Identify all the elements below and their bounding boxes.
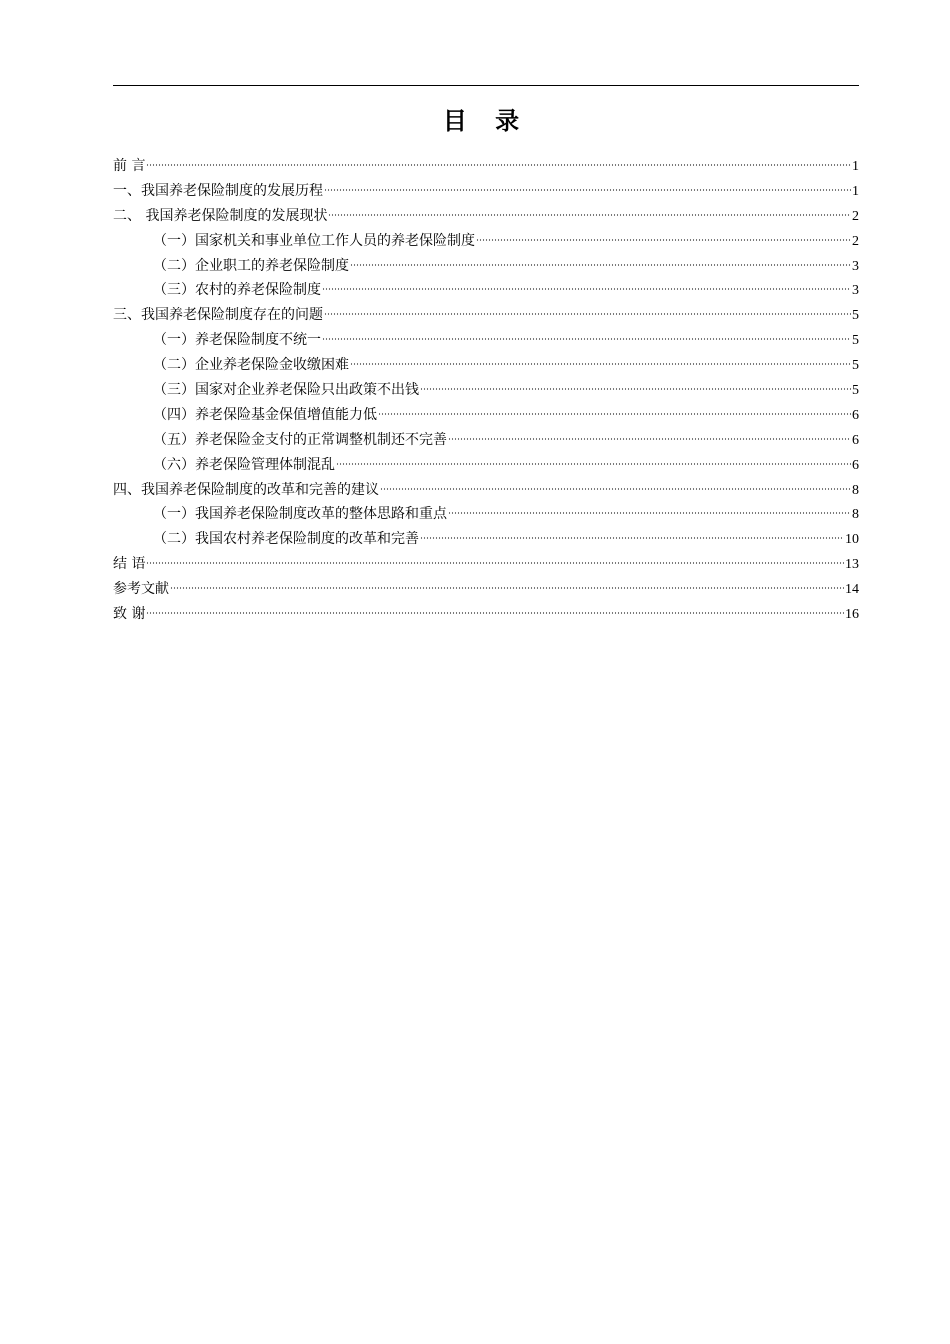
- toc-entry[interactable]: [113, 453, 859, 478]
- toc-entry-text: （三）农村的养老保险制度: [153, 282, 321, 299]
- page-title: 目 录: [442, 107, 530, 135]
- toc-entry[interactable]: [113, 254, 859, 279]
- toc-entry[interactable]: [113, 478, 859, 503]
- toc-entry-text: 结 语: [113, 556, 146, 573]
- toc-entry-text: （六）养老保险管理体制混乱: [153, 456, 335, 473]
- toc-entry-page-number: 3: [852, 283, 859, 299]
- toc-entry[interactable]: [113, 204, 859, 229]
- toc-entry-text: （二）我国农村养老保险制度的改革和完善: [153, 531, 419, 548]
- toc-entry[interactable]: [113, 154, 859, 179]
- toc-entry-page-number: 3: [852, 258, 859, 274]
- dot-leader: [378, 413, 851, 415]
- toc-entry-page-number: 2: [852, 208, 859, 224]
- toc-entry-page-number: 14: [845, 582, 859, 598]
- toc-entry-page-number: 6: [852, 407, 859, 423]
- dot-leader: [324, 189, 851, 191]
- toc-entry-page-number: 6: [852, 457, 859, 473]
- dot-leader: [146, 164, 851, 166]
- toc-entry-text: （四）养老保险基金保值增值能力低: [153, 406, 377, 423]
- toc-entry-page-number: 1: [852, 159, 859, 174]
- dot-leader: [448, 512, 851, 514]
- toc-entry[interactable]: [113, 179, 859, 204]
- dot-leader: [324, 313, 851, 315]
- dot-leader: [146, 612, 844, 614]
- toc-entry-text: 三、我国养老保险制度存在的问题: [113, 307, 323, 324]
- toc-entry-page-number: 5: [852, 333, 859, 349]
- toc-entry-text: 致 谢: [113, 606, 146, 623]
- dot-leader: [476, 239, 851, 241]
- toc-entry[interactable]: [113, 577, 859, 602]
- toc-entry-page-number: 13: [845, 557, 859, 573]
- dot-leader: [336, 463, 851, 465]
- dot-leader: [420, 537, 844, 539]
- toc-entry-text: （二）企业养老保险金收缴困难: [153, 357, 349, 374]
- toc-entry[interactable]: [113, 403, 859, 428]
- toc-entry-page-number: 2: [852, 233, 859, 249]
- toc-entry[interactable]: [113, 428, 859, 453]
- dot-leader: [380, 488, 851, 490]
- toc-entry-text: 一、我国养老保险制度的发展历程: [113, 182, 323, 199]
- dot-leader: [170, 587, 844, 589]
- toc-entry[interactable]: [113, 353, 859, 378]
- toc-entry-text: 参考文献: [113, 581, 169, 598]
- toc-entry-text: 二、 我国养老保险制度的发展现状: [113, 207, 328, 224]
- dot-leader: [322, 288, 851, 290]
- dot-leader: [328, 214, 851, 216]
- dot-leader: [322, 338, 851, 340]
- header-rule: [113, 85, 859, 86]
- toc-entry-text: 前 言: [113, 158, 146, 174]
- toc-entry-page-number: 6: [852, 432, 859, 448]
- toc-entry-text: （二）企业职工的养老保险制度: [153, 257, 349, 274]
- toc-entry-text: （一）我国养老保险制度改革的整体思路和重点: [153, 506, 447, 523]
- toc-entry[interactable]: [113, 552, 859, 577]
- toc-entry-page-number: 8: [852, 507, 859, 523]
- toc-entry-text: （一）国家机关和事业单位工作人员的养老保险制度: [153, 232, 475, 249]
- toc-entry-page-number: 16: [845, 607, 859, 623]
- dot-leader: [448, 438, 851, 440]
- dot-leader: [146, 562, 844, 564]
- toc-entry-page-number: 5: [852, 358, 859, 374]
- toc-entry[interactable]: [113, 602, 859, 627]
- toc-entry-page-number: 5: [852, 308, 859, 324]
- toc-entry-page-number: 5: [852, 383, 859, 399]
- table-of-contents: [113, 154, 859, 627]
- dot-leader: [420, 388, 851, 390]
- toc-entry-text: （一）养老保险制度不统一: [153, 332, 321, 349]
- toc-entry-page-number: 10: [845, 532, 859, 548]
- toc-entry[interactable]: [113, 303, 859, 328]
- toc-entry[interactable]: [113, 328, 859, 353]
- toc-entry[interactable]: [113, 502, 859, 527]
- toc-entry-text: 四、我国养老保险制度的改革和完善的建议: [113, 481, 379, 498]
- toc-entry[interactable]: [113, 229, 859, 254]
- toc-entry[interactable]: [113, 378, 859, 403]
- dot-leader: [350, 363, 851, 365]
- toc-entry-page-number: 1: [852, 183, 859, 199]
- toc-entry[interactable]: [113, 527, 859, 552]
- toc-entry[interactable]: [113, 278, 859, 303]
- dot-leader: [350, 264, 851, 266]
- toc-entry-text: （三）国家对企业养老保险只出政策不出钱: [153, 382, 419, 399]
- toc-entry-text: （五）养老保险金支付的正常调整机制还不完善: [153, 431, 447, 448]
- toc-entry-page-number: 8: [852, 482, 859, 498]
